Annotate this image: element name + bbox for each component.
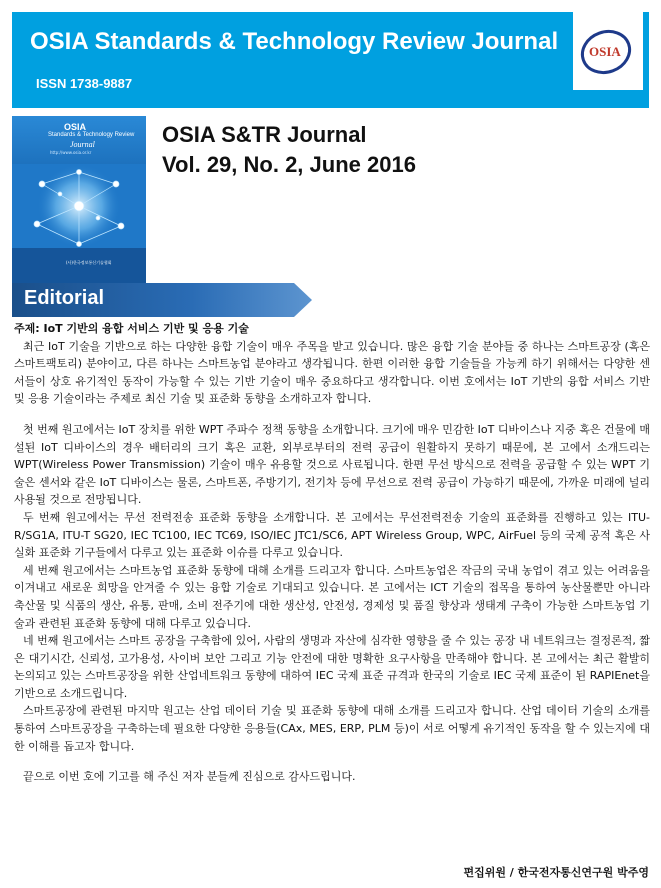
cover-title: OSIA: [64, 122, 87, 132]
paragraph-last-paper: 스마트공장에 관련된 마지막 원고는 산업 데이터 기술 및 표준화 동향에 대해 소개를 드리고자 합니다. 산업 데이터 기술의 소개를 통하여 스마트공장을 구축하는데 필요한 다양한 응용들(CAx, MES, ERP, PLM 등)이 서로 어떻게 유기적인 동작을 할 수 있는지에 대한 이해를 돕고자 합니다.: [14, 704, 650, 753]
paragraph-fourth-paper: 네 번째 원고에서는 스마트 공장을 구축함에 있어, 사람의 생명과 자산에 심각한 영향을 줄 수 있는 공장 내 네트워크는 결정론적, 짧은 대기시간, 신뢰성, 고가용성, 사이버 보안 그리고 기능 안전에 대한 명확한 요구사항을 만족해야 합니다. 본 고에서는 최근 활발히 논의되고 있는 스마트공장을 위한 산업네트워크 동향에 대하여 IEC 국제 표준 규격과 한국의 기술로 IEC 국제 표준이 된 RAPIEnet을 기반으로 소개드립니다.: [14, 634, 650, 700]
journal-cover-image: [12, 116, 146, 284]
cover-url: http://www.osia.or.kr: [50, 150, 92, 155]
header-title: OSIA Standards & Technology Review Journal: [30, 28, 559, 55]
editorial-topic: 주제: IoT 기반의 융합 서비스 기반 및 응용 기술: [14, 322, 249, 335]
cover-publisher: (사)한국정보통신기술협회: [66, 260, 112, 265]
section-label: Editorial: [24, 287, 105, 309]
osia-logo: [573, 12, 643, 90]
cover-subtitle: Standards & Technology Review: [48, 132, 135, 138]
journal-header: [12, 12, 649, 108]
closing-remark: 끝으로 이번 호에 기고를 해 주신 저자 분들께 진심으로 감사드립니다.: [23, 770, 356, 784]
svg-text:OSIA: OSIA: [589, 44, 621, 59]
paragraph-first-paper: 첫 번째 원고에서는 IoT 장치를 위한 WPT 주파수 정책 동향을 소개합니다. 크기에 매우 민감한 IoT 디바이스나 지중 혹은 건물에 매설된 IoT 디바이스의 경우 배터리의 크기 혹은 교환, 외부로부터의 전력 공급이 원활하지 못하기 때문에, 본 고에서 소개드리는 WPT(Wireless Power Transmission) 기술이 매우 유용할 것으로 사료됩니다. 한편 무선 방식으로 전력을 공급할 수 있는 WPT 기술은 센서와 같은 IoT 디바이스는 물론, 스마트폰, 주방기기, 전기차 등에 무선으로 전력 공급이 가능하기 때문에, 가까운 미래에 널리 사용될 것으로 전망됩니다.: [14, 422, 650, 507]
cover-network-graphic: [12, 164, 146, 254]
issn-label: ISSN 1738-9887: [36, 76, 133, 91]
paragraph-third-paper: 세 번째 원고에서는 스마트농업 표준화 동향에 대해 소개를 드리고자 합니다. 스마트농업은 작금의 국내 농업이 겪고 있는 어려움을 이겨내고 새로운 희망을 안겨줄 수 있는 융합 기술로 기대되고 있습니다. 본 고에서는 ICT 기술의 접목을 통하여 농산물뿐만 아니라 축산물 및 식품의 생산, 유통, 판매, 소비 전주기에 대한 생산성, 안전성, 경제성 및 품질 향상과 생태계 구축이 가능한 스마트농업 기술과 관련된 표준화 동향에 대해 다루고 있습니다.: [14, 563, 650, 630]
paragraph-intro: 최근 IoT 기술을 기반으로 하는 다양한 융합 기술이 매우 주목을 받고 있습니다. 많은 융합 기술 분야들 중 하나는 스마트공장 (혹은 스마트팩토리) 분야이고, 다른 하나는 스마트농업 분야라고 생각됩니다. 한편 이러한 융합 기술들을 가능케 하기 위해서는 다양한 센서들이 상호 유기적인 동작이 가능할 수 있는 기반 기술이 매우 중요하다고 생각합니다. 이번 호에서는 IoT 기반의 융합 서비스 기반 및 응용 기술이라는 주제로 최신 기술 및 표준화 동향을 소개하고자 합니다.: [14, 339, 650, 406]
cover-journal-word: Journal: [70, 140, 95, 149]
editor-signature: 편집위원 / 한국전자통신연구원 박주영: [463, 866, 649, 879]
journal-volume: Vol. 29, No. 2, June 2016: [162, 152, 416, 177]
journal-name: OSIA S&TR Journal: [162, 122, 367, 147]
editorial-body: [14, 320, 650, 786]
paragraph-second-paper: 두 번째 원고에서는 무선 전력전송 표준화 동향을 소개합니다. 본 고에서는 무선전력전송 기술의 표준화를 진행하고 있는 ITU-R/SG1A, ITU-T SG20, IEC TC100, IEC TC69, ISO/IEC JTC1/SC6, APT Wireless Group, WPC, AirFuel 등의 국제 공적 혹은 사실화 표준화 기구들에서 다루고 있는 표준화 이슈를 다루고 있습니다.: [14, 510, 650, 560]
